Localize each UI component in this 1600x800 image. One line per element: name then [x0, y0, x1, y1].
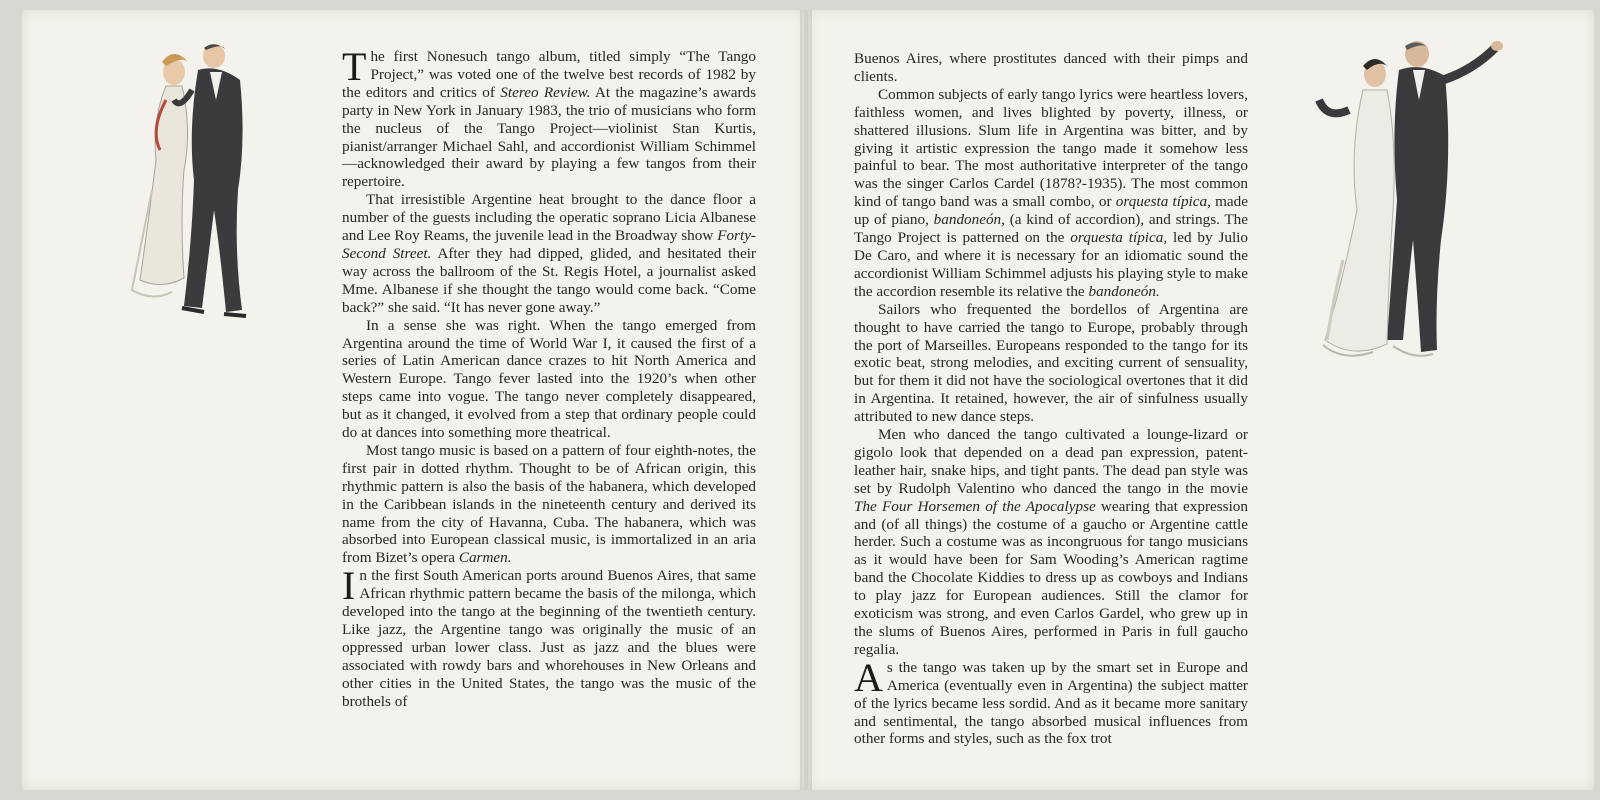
paragraph-text: he first Nonesuch tango album, titled simply “The Tango Project,” was voted one of the twelve best records of 1982 by the editors and critics of [342, 48, 756, 101]
italic-term: orquesta típica, [1115, 193, 1211, 211]
paragraph-text: s the tango was taken up by the smart set in Europe and America (eventually even in Argentina) the subject matter of the lyrics became less sordid. And as it became more sanitary and sentimental, the tango absorbed musical influences from other forms and styles, such as the fox trot [854, 658, 1248, 748]
dancing-couple-illustration-left [122, 40, 262, 340]
paragraph-text: At the magazine’s awards party in New York in January 1983, the trio of musicians who form the nucleus of the Tango Project—violinist Stan Kurtis, pianist/arranger Michael Sahl, and accordionist William Schimmel—acknowledged their award by playing a few tangos from their repertoire. [342, 83, 757, 191]
paragraph [342, 44, 757, 191]
paragraph-text: (a kind of accordion), and strings. The Tango Project is patterned on the [854, 211, 1248, 247]
paragraph-text: Men who danced the tango cultivated a lounge-lizard or gigolo look that depended on a dead pan expression, patent-leather hair, snake hips, and tight pants. The dead pan style was set by Rudolph Valentino who danced the tango in the movie [854, 426, 1248, 497]
drop-cap: I [342, 563, 356, 609]
paragraph-text: Common subjects of early tango lyrics were heartless lovers, faithless women, and lives blighted by poverty, illness, or shattered illusions. Slum life in Argentina was bitter, and by giving it artistic expression the tango made it somehow less painful to bear. The most authoritative interpreter of the tango was the singer Carlos Cardel (1878?-1935). The most common kind of tango band was a small combo, or [854, 85, 1248, 211]
paragraph-text: led by Julio De Caro, and where it is necessary for an idiomatic sound the accordionist William Schimmel adjusts his playing style to make the accordion resemble its relative the [854, 229, 1248, 300]
paragraph-text: n the first South American ports around Buenos Aires, that same African rhythmic pattern became the basis of the milonga, which developed into the tango at the beginning of the twentieth century. Like jazz, the Argentine tango was originally the music of an oppressed urban lower class. Just as jazz and the blues were associated with rowdy bars and whorehouses in New Orleans and other cities in the United States, the tango was the music of the brothels of [342, 567, 756, 710]
right-page [808, 10, 1594, 790]
movie-title: The Four Horsemen of the Apocalypse [854, 497, 1096, 515]
spine-gutter [800, 10, 812, 790]
paragraph [854, 654, 1248, 749]
paragraph-text: made up of piano, [854, 193, 1249, 229]
paragraph [854, 86, 1248, 301]
drop-cap: T [342, 44, 367, 89]
paragraph [854, 426, 1248, 659]
paragraph-text: Most tango music is based on a pattern of four eighth-notes, the first pair in dotted rhythm. Thought to be of African origin, this rhythmic pattern is also the basis of the habanera, which developed in the Caribbean islands in the nineteenth century and derived its name from the city of Havanna, Cuba. The habanera, which was absorbed into European classical music, is immortalized in an aria from Bizet’s opera [342, 441, 756, 567]
italic-term: bandoneón. [1088, 282, 1160, 300]
paragraph: Buenos Aires, where prostitutes danced with their pimps and clients. [854, 50, 1248, 85]
right-text-column [854, 50, 1248, 748]
dancing-couple-illustration-right [1313, 40, 1513, 370]
paragraph-text: That irresistible Argentine heat brought to the dance floor a number of the guests including the operatic soprano Licia Albanese and Lee Roy Reams, the juvenile lead in the Broadway show [342, 191, 756, 245]
italic-term: orquesta típica, [1070, 229, 1168, 247]
left-page [22, 10, 804, 790]
paragraph-text: After they had dipped, glided, and hesitated their way across the ballroom of the St. Regis Hotel, a journalist asked Mme. Albanese if she thought the tango would come back. “Come back?” she said. “It has never gone away.” [342, 244, 756, 316]
left-text-column [342, 44, 757, 711]
paragraph: In a sense she was right. When the tango emerged from Argentina around the time of World War I, it caused the first of a series of Latin American dance crazes to hit North America and Western Europe. Tango fever lasted into the 1920’s when other steps came into vogue. The tango never completely disappeared, but as it changed, it evolved from a step that ordinary people could do at dances into something more theatrical. [342, 316, 756, 442]
paragraph: Sailors who frequented the bordellos of Argentina are thought to have carried the tango to Europe, probably through the port of Marseilles. Europeans responded to the tango for its exotic beat, strong melodies, and exciting current of sensuality, but for them it did not have the sociological overtones that it did in Argentina. It retained, however, the air of sinfulness usually attributed to new dance steps. [854, 300, 1248, 426]
paragraph [342, 191, 756, 316]
drop-cap: A [854, 654, 883, 700]
paragraph-text: wearing that expression and (of all things) the costume of a gaucho or Argentine cattle herder. Such a costume was as incongruous for tango musicians as it would have been for Sam Wooding’s American ragtime band the Chocolate Kiddies to dress up as cowboys and Indians to play jazz for European audiences. Still the clamor for exoticism was strong, and even Carlos Gardel, who grew up in the slums of Buenos Aires, performed in Paris in full gaucho regalia. [854, 497, 1248, 658]
show-title: Forty-Second Street. [342, 227, 756, 262]
paragraph [342, 442, 756, 567]
publication-title: Stereo Review. [500, 83, 591, 101]
italic-term: bandoneón, [933, 211, 1005, 229]
paragraph [342, 563, 756, 710]
opera-title: Carmen. [458, 549, 512, 567]
